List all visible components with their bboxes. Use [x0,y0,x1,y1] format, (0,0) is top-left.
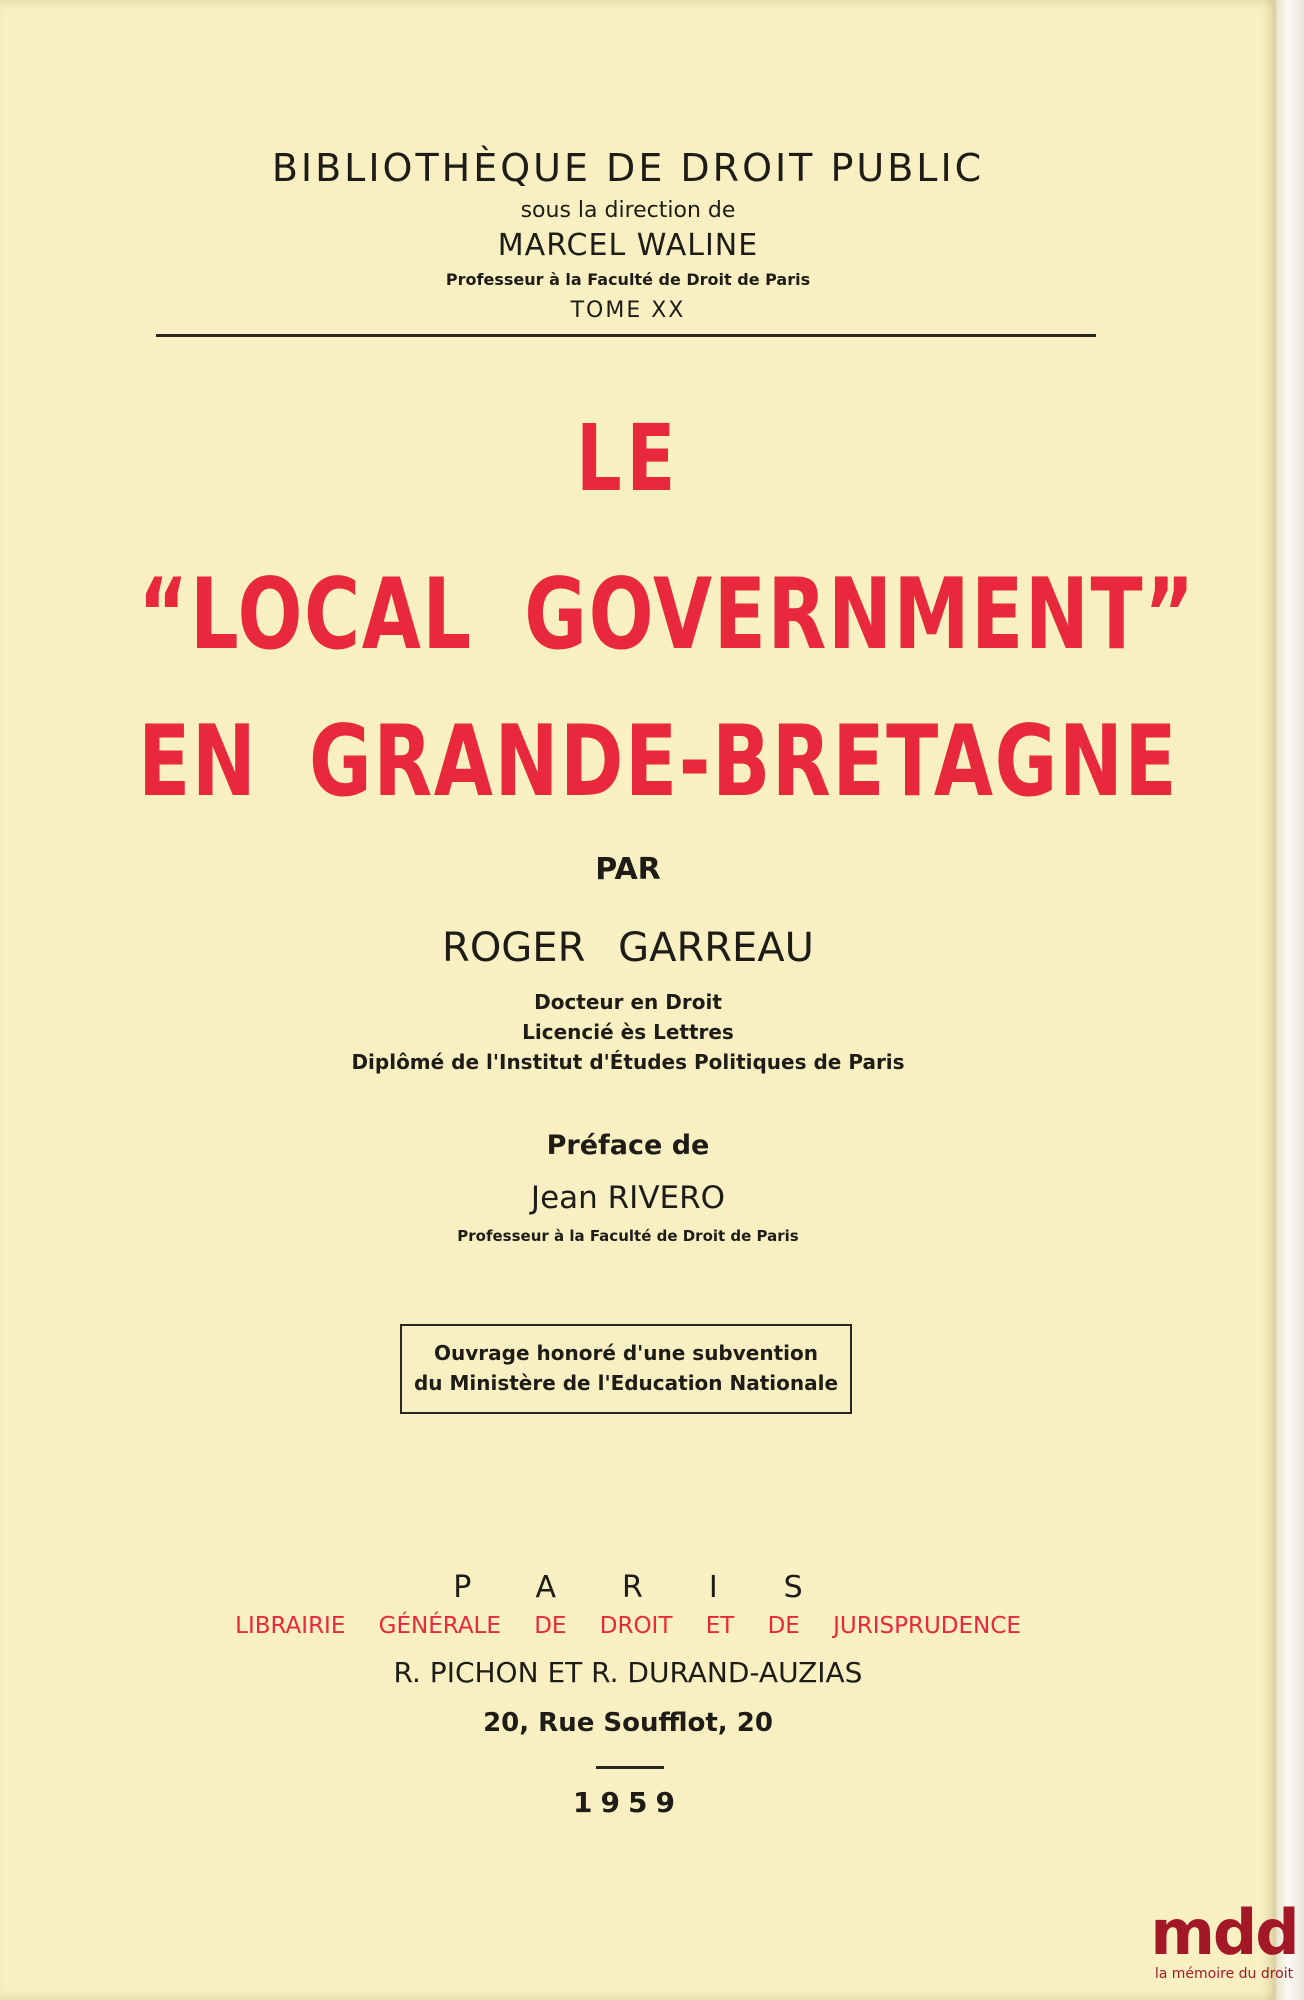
imprint-printer: R. PICHON ET R. DURAND-AUZIAS [393,1656,863,1689]
imprint-year: 1959 [573,1786,683,1819]
mdd-watermark-logo [1148,1896,1300,2000]
author-name: ROGER GARREAU [442,925,814,971]
tome-number: TOME XX [570,298,686,323]
preface-author-role: Professeur à la Faculté de Droit de Paris [457,1227,799,1245]
header-divider [156,334,1096,337]
book-title-line-3: EN GRANDE-BRETAGNE [138,705,1179,819]
series-director-role: Professeur à la Faculté de Droit de Paris [445,270,811,289]
subsidy-notice-box [400,1324,852,1414]
series-director: MARCEL WALINE [497,228,759,263]
imprint-city: PARIS [453,1570,869,1605]
logo-mark: mdd [1150,1896,1298,1969]
imprint-address: 20, Rue Soufflot, 20 [483,1708,773,1738]
author-credential: Diplômé de l'Institut d'Études Politiques de Paris [351,1050,905,1074]
series-direction-label: sous la direction de [520,198,736,223]
author-by-label: PAR [595,852,661,887]
subsidy-notice-line: Ouvrage honoré d'une subvention [434,1341,818,1365]
book-title-line-2: “LOCAL GOVERNMENT” [138,558,1196,672]
imprint-publisher: LIBRAIRIE GÉNÉRALE DE DROIT ET DE JURISPRUDENCE [235,1613,1021,1639]
series-title: BIBLIOTHÈQUE DE DROIT PUBLIC [271,146,985,190]
book-title-line-1: LE [575,405,681,512]
subsidy-notice-line: du Ministère de l'Education Nationale [413,1371,839,1395]
preface-label: Préface de [546,1130,710,1161]
logo-tagline: la mémoire du droit [1154,1966,1294,1982]
author-credential: Docteur en Droit [534,990,722,1014]
imprint-divider [596,1766,664,1769]
author-credential: Licencié ès Lettres [522,1020,734,1044]
page-edge [1276,0,1304,2000]
preface-author: Jean RIVERO [530,1180,726,1216]
